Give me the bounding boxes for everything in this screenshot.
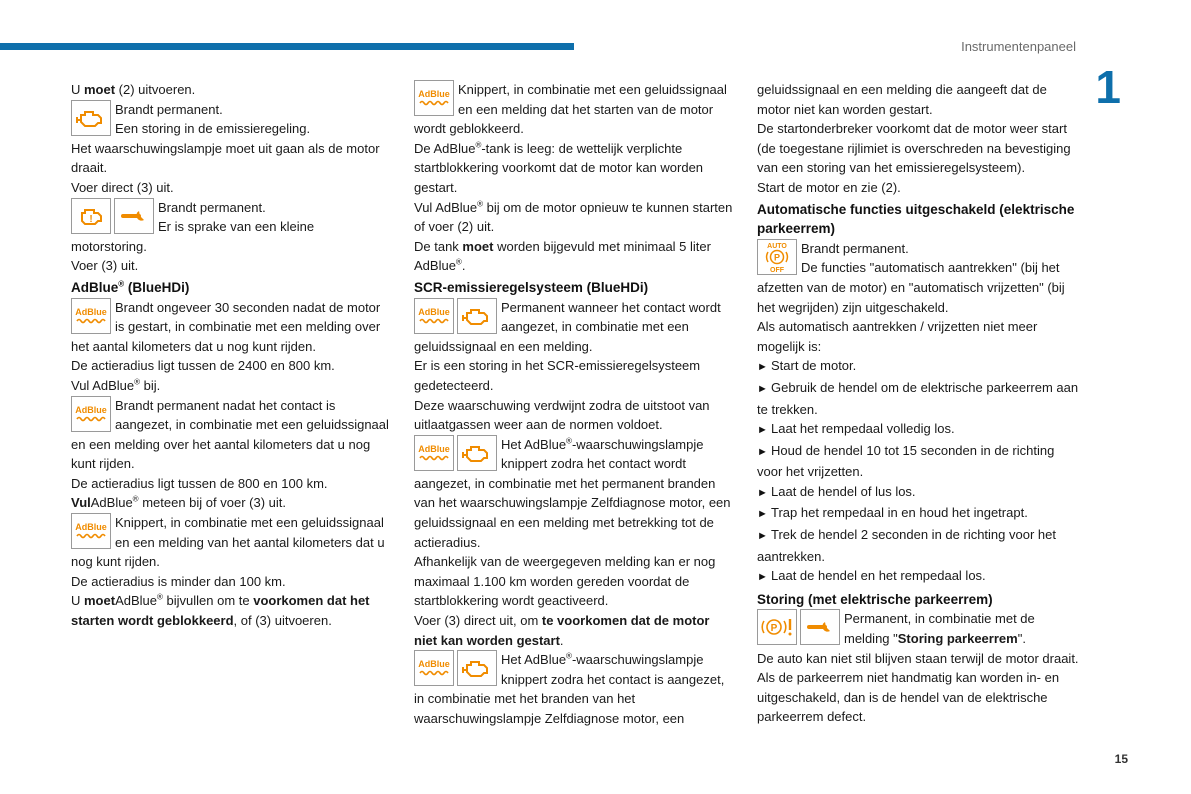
- warning-text: nog kunt rijden.: [71, 554, 160, 570]
- warning-text: wordt geblokkeerd.: [414, 121, 524, 137]
- warning-text: Brandt permanent.: [115, 101, 223, 117]
- warning-text: geluidssignaal en een melding.: [414, 338, 593, 354]
- svg-text:AdBlue: AdBlue: [75, 404, 107, 415]
- wrench-icon: [114, 198, 154, 234]
- warning-text: is gestart, in combinatie met een melding over: [115, 319, 381, 335]
- paragraph: Afhankelijk van de weergegeven melding kan er nog maximaal 1.100 km worden gereden voordat de startblokkering wordt geactiveerd.: [414, 554, 716, 609]
- warning-text: Knippert, in combinatie met een geluidssignaal: [115, 515, 384, 531]
- svg-text:AdBlue: AdBlue: [75, 306, 107, 317]
- paragraph: De actieradius ligt tussen de 800 en 100 km.: [71, 475, 328, 491]
- engine-fault-icon: [71, 198, 111, 234]
- paragraph: U moetAdBlue® bijvullen om te voorkomen dat het starten wordt geblokkeerd, of (3) uitvoeren.: [71, 593, 370, 629]
- page-number: 15: [1114, 752, 1128, 766]
- section-heading-scr: SCR-emissieregelsysteem (BlueHDi): [414, 279, 649, 295]
- warning-text: aangezet, in combinatie met een geluidssignaal: [115, 417, 389, 433]
- adblue-icon: [414, 435, 454, 471]
- paragraph: Voer (3) direct uit, om te voorkomen dat de motor niet kan worden gestart.: [414, 613, 710, 648]
- warning-text: afzetten van de motor) en "automatisch vrijzetten" (bij het wegrijden) zijn uitgeschakeld.: [757, 279, 1065, 315]
- paragraph: VulAdBlue® meteen bij of voer (3) uit.: [71, 495, 286, 511]
- warning-text: Permanent wanneer het contact wordt: [501, 299, 721, 315]
- paragraph: De auto kan niet stil blijven staan terwijl de motor draait.: [757, 650, 1079, 666]
- warning-icons: [71, 396, 111, 432]
- section-heading-auto-functions: Automatische functies uitgeschakeld (elektrische parkeerrem): [757, 201, 1075, 237]
- list-item: ► Laat het rempedaal volledig los.: [757, 419, 1079, 441]
- column-3: [757, 80, 1079, 727]
- list-item: ► Trap het rempedaal in en houd het ingetrapt.: [757, 503, 1079, 525]
- warning-icons: [414, 650, 497, 686]
- list-item: ► Laat de hendel of lus los.: [757, 482, 1079, 504]
- paragraph: Vul AdBlue® bij om de motor opnieuw te kunnen starten of voer (2) uit.: [414, 199, 733, 235]
- warning-text: Het AdBlue®-waarschuwingslampje: [501, 651, 704, 668]
- header-accent-bar: [0, 43, 574, 50]
- warning-text: Brandt permanent nadat het contact is: [115, 397, 336, 413]
- svg-text:AdBlue: AdBlue: [75, 522, 107, 533]
- warning-text: knippert zodra het contact is aangezet,: [501, 671, 725, 687]
- column-2: [414, 80, 734, 729]
- adblue-icon: [414, 80, 454, 116]
- auto-park-off-icon: [757, 239, 797, 275]
- arrow-icon: ►: [757, 445, 768, 458]
- arrow-icon: ►: [757, 571, 768, 584]
- paragraph: De actieradius is minder dan 100 km.: [71, 573, 286, 589]
- adblue-icon: [71, 513, 111, 549]
- svg-text:!: !: [89, 213, 93, 225]
- adblue-icon: [414, 298, 454, 334]
- warning-text: Brandt permanent.: [801, 240, 909, 256]
- paragraph: U moet (2) uitvoeren.: [71, 82, 196, 97]
- warning-text: melding "Storing parkeerrem".: [844, 631, 1026, 647]
- warning-text: in combinatie met het branden van het waarschuwingslampje Zelfdiagnose motor, een: [414, 691, 685, 726]
- warning-text: motorstoring.: [71, 238, 147, 254]
- warning-icons: [757, 609, 840, 645]
- adblue-icon: [414, 650, 454, 686]
- svg-text:AUTO: AUTO: [767, 242, 787, 250]
- warning-icons: [414, 435, 497, 471]
- paragraph: Start de motor en zie (2).: [757, 179, 901, 195]
- arrow-icon: ►: [757, 361, 768, 374]
- warning-text: het aantal kilometers dat u nog kunt rijden.: [71, 338, 316, 354]
- chapter-number: 1: [1095, 61, 1121, 113]
- paragraph: De startonderbreker voorkomt dat de motor weer start (de toegestane rijlimiet is overschreden na bevestiging van een storing van het emissieregelsysteem).: [757, 121, 1071, 176]
- warning-text: aangezet, in combinatie met een: [501, 319, 689, 335]
- warning-icons: [71, 513, 111, 549]
- svg-text:AdBlue: AdBlue: [418, 659, 450, 670]
- arrow-icon: ►: [757, 486, 768, 499]
- list-item: ► Start de motor.: [757, 356, 1079, 378]
- warning-text: Brandt permanent.: [158, 199, 266, 215]
- paragraph: Deze waarschuwing verdwijnt zodra de uitstoot van uitlaatgassen weer aan de normen voldoet.: [414, 397, 710, 433]
- paragraph: De actieradius ligt tussen de 2400 en 800 km.: [71, 358, 335, 374]
- column-1: [71, 80, 389, 631]
- adblue-icon: [71, 298, 111, 334]
- arrow-icon: ►: [757, 508, 768, 521]
- page-header-title: Instrumentenpaneel: [961, 39, 1076, 54]
- warning-text: De functies "automatisch aantrekken" (bij het: [801, 260, 1060, 276]
- list-item: ► Trek de hendel 2 seconden in de richting voor het aantrekken.: [757, 527, 1056, 564]
- engine-diagnostic-icon: [457, 650, 497, 686]
- svg-text:AdBlue: AdBlue: [418, 443, 450, 454]
- paragraph: De AdBlue®-tank is leeg: de wettelijk verplichte startblokkering voorkomt dat de motor kan worden gestart.: [414, 140, 704, 195]
- warning-text: Permanent, in combinatie met de: [844, 611, 1035, 627]
- engine-diagnostic-icon: [457, 435, 497, 471]
- paragraph: Voer (3) uit.: [71, 258, 139, 274]
- warning-text: knippert zodra het contact wordt: [501, 456, 686, 472]
- svg-text:P: P: [770, 623, 778, 635]
- warning-text: en een melding van het aantal kilometers dat u: [115, 534, 385, 550]
- wrench-icon: [800, 609, 840, 645]
- adblue-icon: [71, 396, 111, 432]
- warning-text: Het AdBlue®-waarschuwingslampje: [501, 436, 704, 452]
- warning-icons: [757, 239, 797, 275]
- paragraph: Vul AdBlue® bij.: [71, 377, 161, 393]
- warning-text: Brandt ongeveer 30 seconden nadat de motor: [115, 299, 381, 315]
- arrow-icon: ►: [757, 424, 768, 437]
- warning-text: en een melding over het aantal kilometers dat u nog kunt rijden.: [71, 436, 371, 472]
- parking-brake-fault-icon: [757, 609, 797, 645]
- warning-text: Knippert, in combinatie met een geluidssignaal: [458, 82, 727, 97]
- arrow-icon: ►: [757, 530, 768, 543]
- paragraph: geluidssignaal en een melding die aangeeft dat de motor niet kan worden gestart.: [757, 82, 1047, 117]
- section-heading-adblue: AdBlue® (BlueHDi): [71, 279, 190, 295]
- warning-text: Een storing in de emissieregeling.: [115, 121, 311, 137]
- list-item: ► Houd de hendel 10 tot 15 seconden in de richting voor het vrijzetten.: [757, 442, 1055, 480]
- warning-icons: [414, 80, 454, 116]
- svg-text:AdBlue: AdBlue: [418, 306, 450, 317]
- paragraph: Er is een storing in het SCR-emissieregelsysteem gedetecteerd.: [414, 358, 701, 393]
- warning-icons: [414, 298, 497, 334]
- warning-text: aangezet, in combinatie met het permanent branden van het waarschuwingslampje Zelfdiagnose motor, een geluidssignaal en een melding met betrekking tot de actieradius.: [414, 475, 731, 550]
- warning-icons: [71, 198, 154, 234]
- warning-text: Er is sprake van een kleine: [158, 219, 315, 235]
- svg-text:OFF: OFF: [770, 266, 784, 274]
- warning-icons: [71, 298, 111, 334]
- svg-text:AdBlue: AdBlue: [418, 89, 450, 99]
- paragraph: De tank moet worden bijgevuld met minimaal 5 liter AdBlue®.: [414, 238, 711, 274]
- paragraph: Als automatisch aantrekken / vrijzetten niet meer mogelijk is:: [757, 319, 1038, 354]
- paragraph: Als de parkeerrem niet handmatig kan worden in- en uitgeschakeld, dan is de hendel van de elektrische parkeerrem defect.: [757, 670, 1060, 725]
- arrow-icon: ►: [757, 382, 768, 395]
- warning-text: en een melding dat het starten van de motor: [458, 101, 714, 117]
- step-list: [757, 356, 1079, 588]
- engine-diagnostic-icon: [71, 100, 111, 136]
- engine-diagnostic-icon: [457, 298, 497, 334]
- paragraph: Voer direct (3) uit.: [71, 179, 174, 195]
- paragraph: Het waarschuwingslampje moet uit gaan als de motor draait.: [71, 140, 380, 176]
- warning-icons: [71, 100, 111, 136]
- section-heading-storing: Storing (met elektrische parkeerrem): [757, 591, 993, 607]
- list-item: ► Laat de hendel en het rempedaal los.: [757, 566, 1079, 588]
- list-item: ► Gebruik de hendel om de elektrische parkeerrem aan te trekken.: [757, 379, 1079, 417]
- svg-text:P: P: [773, 252, 781, 263]
